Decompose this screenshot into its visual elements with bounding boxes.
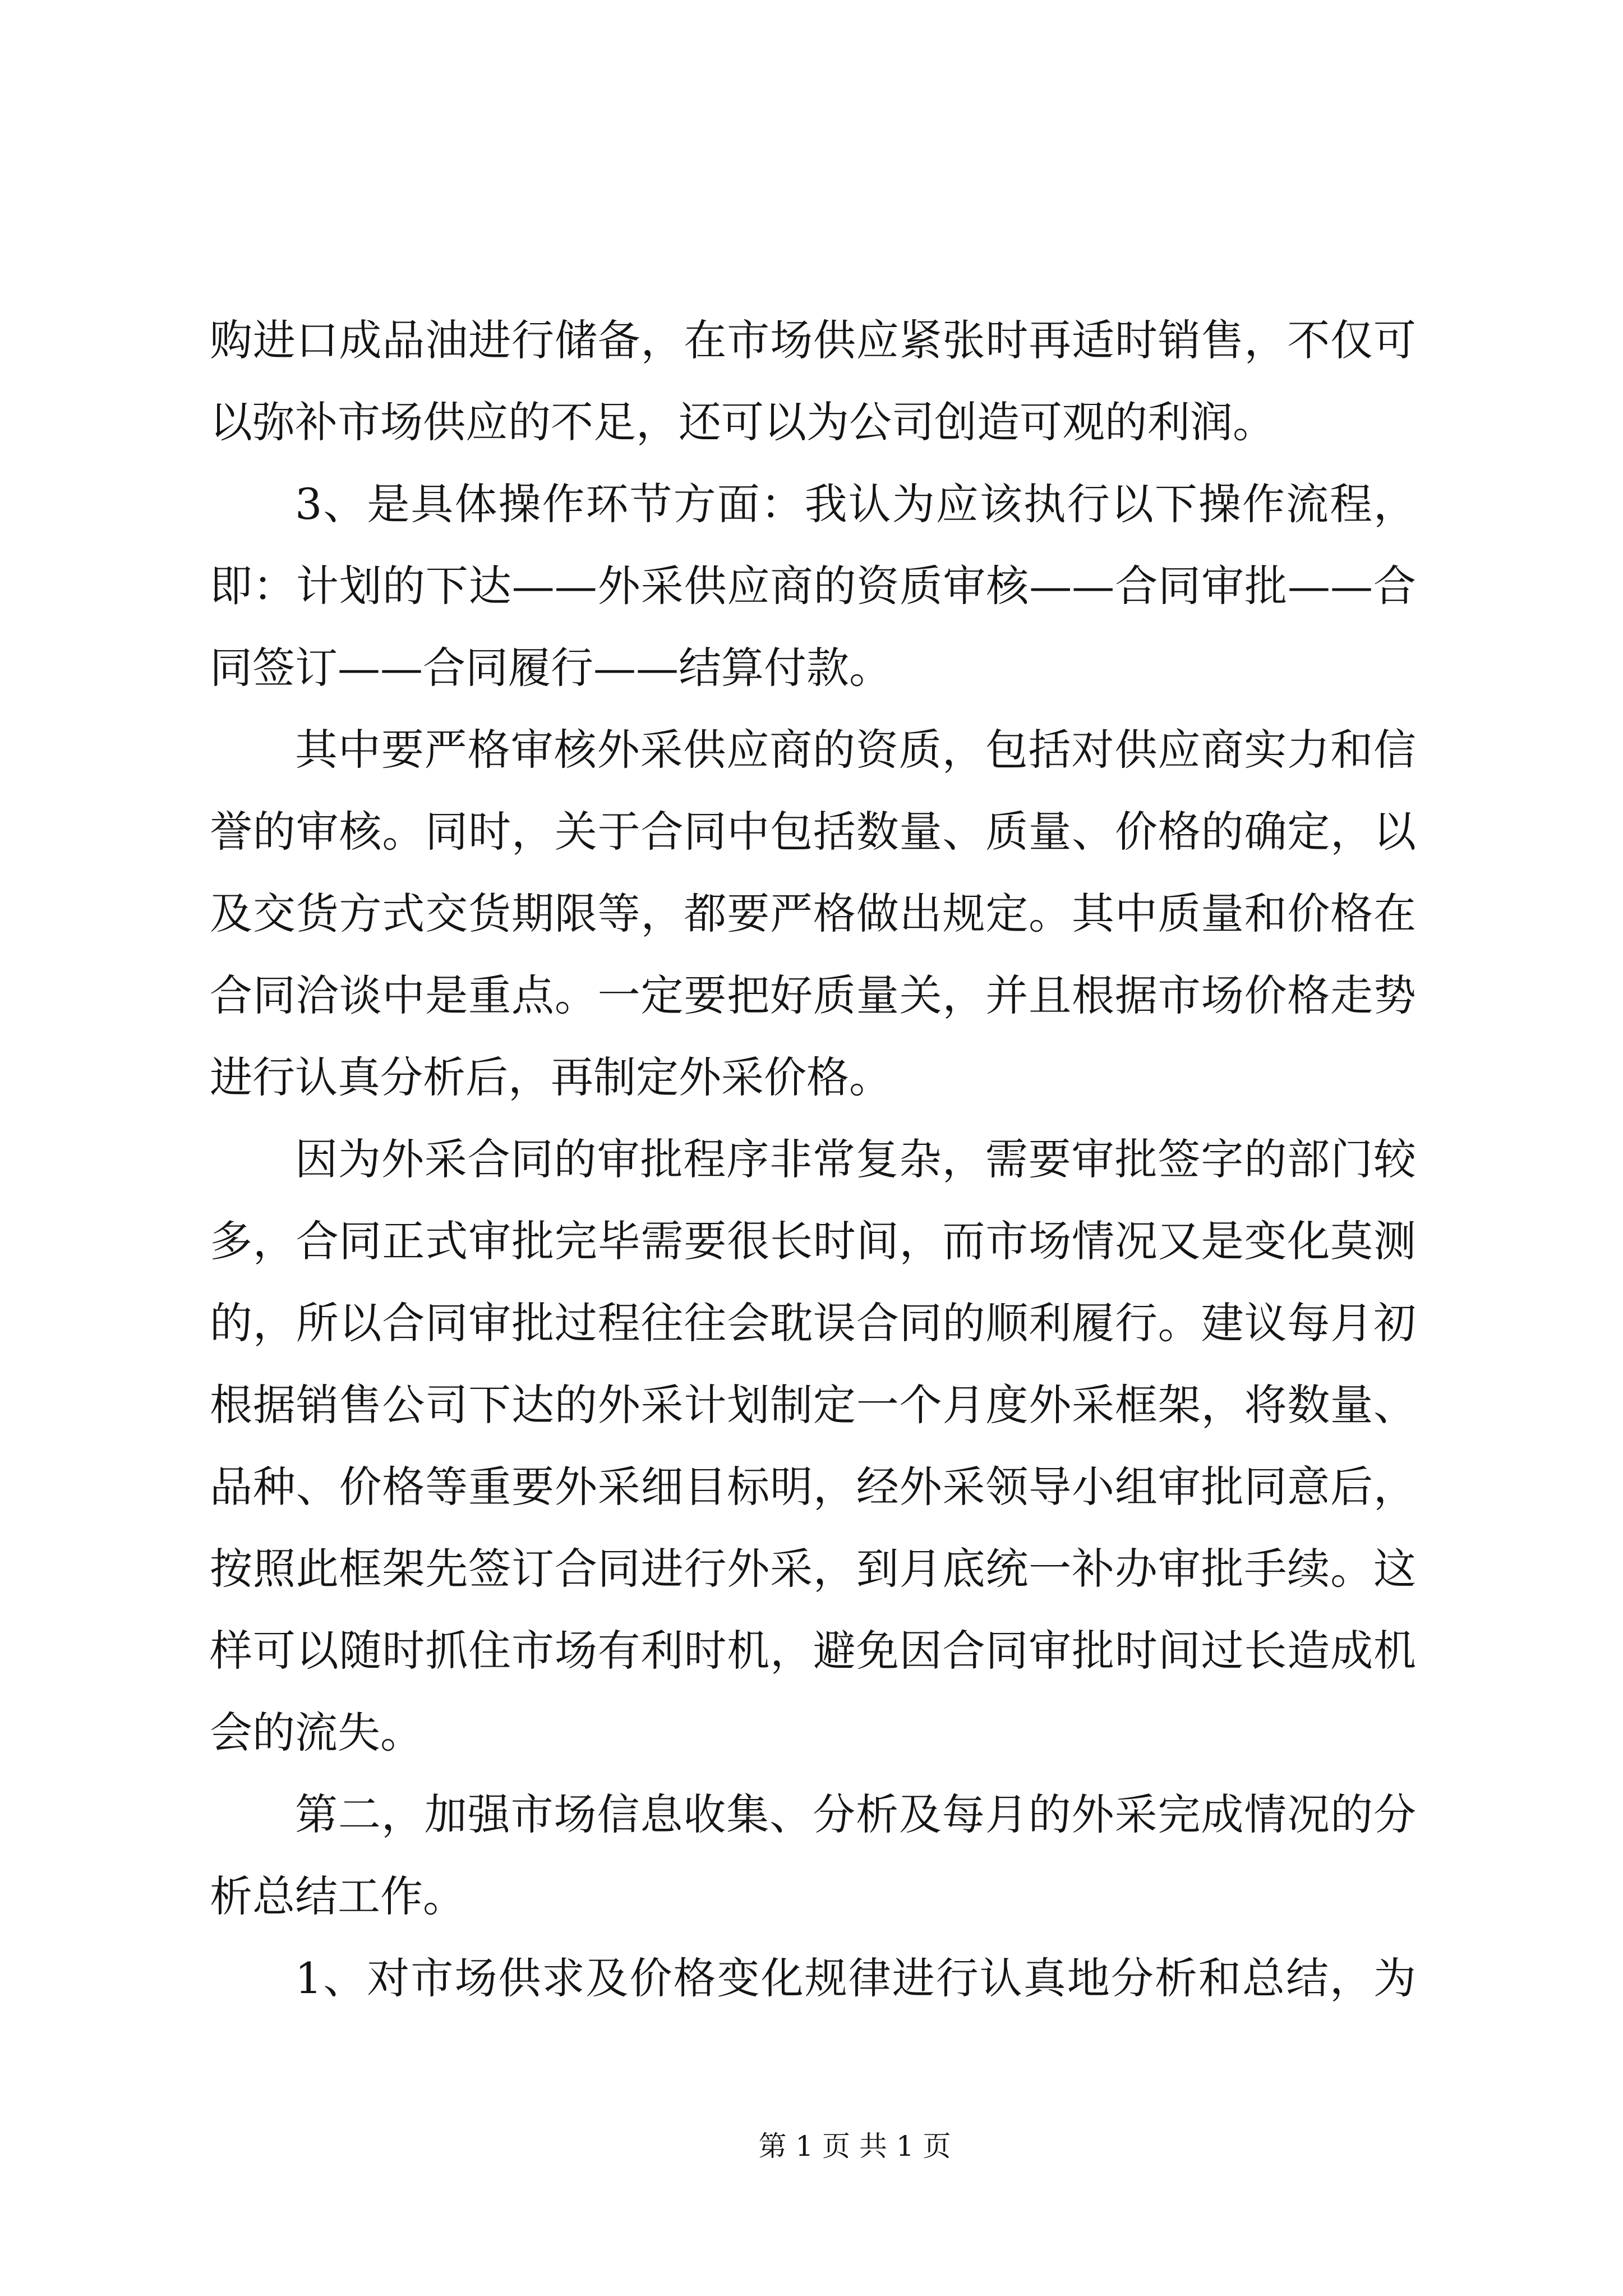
paragraph-line: 1、对市场供求及价格变化规律进行认真地分析和总结，为 [295,1953,1416,2003]
paragraph [210,300,1416,463]
paragraph-line: 进行认真分析后，再制定外采价格。 [210,1052,892,1102]
document-body [210,300,1416,2019]
page-footer: 第 1 页 共 1 页 [758,2130,951,2162]
paragraph-line: 以弥补市场供应的不足，还可以为公司创造可观的利润。 [210,397,1275,447]
paragraph-line: 多，合同正式审批完毕需要很长时间，而市场情况又是变化莫测 [210,1216,1416,1266]
paragraph [210,709,1416,1119]
paragraph [210,463,1416,709]
paragraph-line: 合同洽谈中是重点。一定要把好质量关，并且根据市场价格走势 [210,970,1416,1020]
paragraph-line: 即：计划的下达——外采供应商的资质审核——合同审批——合 [210,561,1416,611]
paragraph-line: 根据销售公司下达的外采计划制定一个月度外采框架，将数量、 [210,1380,1416,1430]
paragraph-line: 3、是具体操作环节方面：我认为应该执行以下操作流程， [295,479,1416,529]
paragraph-line: 品种、价格等重要外采细目标明，经外采领导小组审批同意后， [210,1462,1416,1512]
paragraph-line: 会的流失。 [210,1708,423,1757]
paragraph-line: 因为外采合同的审批程序非常复杂，需要审批签字的部门较 [295,1134,1416,1184]
paragraph [210,1119,1416,1774]
paragraph-line: 样可以随时抓住市场有利时机，避免因合同审批时间过长造成机 [210,1626,1416,1676]
paragraph-line: 第二，加强市场信息收集、分析及每月的外采完成情况的分 [295,1789,1416,1839]
paragraph-line: 析总结工作。 [210,1871,465,1921]
paragraph-line: 按照此框架先签订合同进行外采，到月底统一补办审批手续。这 [210,1544,1416,1594]
paragraph-line: 誉的审核。同时，关于合同中包括数量、质量、价格的确定，以 [210,807,1416,857]
paragraph-line: 及交货方式交货期限等，都要严格做出规定。其中质量和价格在 [210,889,1416,938]
paragraph [210,1774,1416,1938]
paragraph [210,1938,1416,2019]
paragraph-line: 其中要严格审核外采供应商的资质，包括对供应商实力和信 [295,725,1416,775]
paragraph-line: 的，所以合同审批过程往往会耽误合同的顺利履行。建议每月初 [210,1298,1416,1348]
paragraph-line: 购进口成品油进行储备，在市场供应紧张时再适时销售，不仅可 [210,315,1416,365]
paragraph-line: 同签订——合同履行——结算付款。 [210,643,892,693]
